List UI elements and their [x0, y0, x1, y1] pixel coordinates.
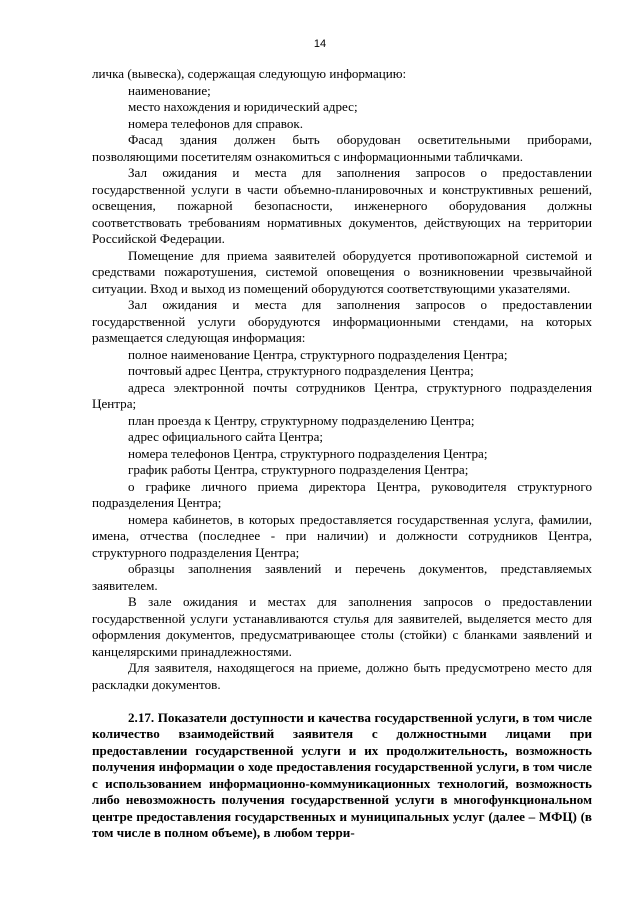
page-number: 14: [313, 38, 327, 50]
paragraph: В зале ожидания и местах для заполнения запросов о предоставлении государственной услуги устанавливаются стулья для заявителей, выделяется место для оформления документов, предусматривающее столы (стойки) с бланками заявлений и канцелярскими принадлежностями.: [92, 594, 592, 659]
section-heading: 2.17. Показатели доступности и качества государственной услуги, в том числе количество взаимодействий заявителя с должностными лицами при предоставлении государственной услуги и их продолжительность, возможность получения информации о ходе предоставления государственной услуги, в том числе с использованием информационно-коммуникационных технологий, возможность либо невозможность получения государственной услуги в многофункциональном центре предоставления государственных и муниципальных услуг (далее – МФЦ) (в том числе в полном объеме), в любом терри-: [92, 709, 592, 840]
paragraph: график работы Центра, структурного подразделения Центра;: [128, 462, 469, 477]
paragraph: адрес официального сайта Центра;: [128, 429, 324, 444]
paragraph: Зал ожидания и места для заполнения запросов о предоставлении государственной услуги в части объемно-планировочных и конструктивных решений, освещения, пожарной безопасности, инженерного оборудования должны соответствовать требованиям нормативных документов, действующих на территории Российской Федерации.: [92, 165, 592, 246]
paragraph: личка (вывеска), содержащая следующую информацию:: [92, 66, 407, 81]
paragraph: почтовый адрес Центра, структурного подразделения Центра;: [128, 363, 474, 378]
paragraph: полное наименование Центра, структурного подразделения Центра;: [128, 346, 508, 362]
paragraph: Зал ожидания и места для заполнения запросов о предоставлении государственной услуги оборудуются информационными стендами, на которых размещается следующая информация:: [92, 297, 592, 345]
document-body: [92, 66, 592, 842]
paragraph: план проезда к Центру, структурному подразделению Центра;: [128, 412, 475, 428]
paragraph: номера телефонов Центра, структурного подразделения Центра;: [128, 445, 488, 461]
paragraph: Для заявителя, находящегося на приеме, должно быть предусмотрено место для раскладки документов.: [92, 660, 592, 692]
list-item: наименование;: [128, 82, 211, 98]
paragraph: Фасад здания должен быть оборудован осветительными приборами, позволяющими посетителям ознакомиться с информационными табличками.: [92, 132, 592, 164]
paragraph: номера кабинетов, в которых предоставляется государственная услуга, фамилии, имена, отчества (последнее - при наличии) и должности сотрудников Центра, структурного подразделения Центра;: [92, 511, 592, 560]
list-item: место нахождения и юридический адрес;: [128, 99, 358, 114]
paragraph: образцы заполнения заявлений и перечень документов, представляемых заявителем.: [92, 561, 592, 593]
paragraph: Помещение для приема заявителей оборудуется противопожарной системой и средствами пожаротушения, системой оповещения о возникновении чрезвычайной ситуации. Вход и выход из помещений оборудуются соответствующими указателями.: [92, 247, 592, 296]
paragraph: адреса электронной почты сотрудников Центра, структурного подразделения Центра;: [92, 379, 592, 411]
list-item: номера телефонов для справок.: [128, 115, 304, 131]
paragraph: о графике личного приема директора Центра, руководителя структурного подразделения Центра;: [92, 478, 592, 510]
